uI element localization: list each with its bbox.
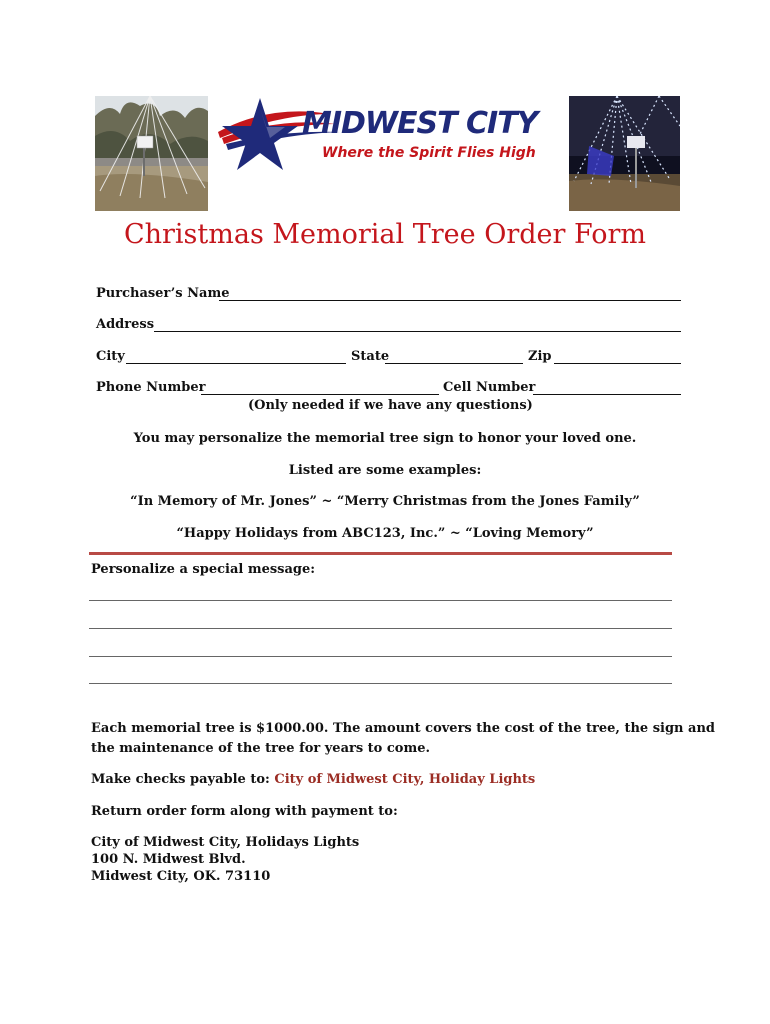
examples-label: Listed are some examples: bbox=[288, 463, 482, 478]
cost-text bbox=[91, 719, 715, 759]
state-field[interactable] bbox=[385, 363, 523, 364]
midwest-city-logo bbox=[210, 92, 558, 174]
state-label: State bbox=[351, 349, 390, 364]
message-line-3[interactable] bbox=[89, 656, 672, 657]
address-line-3: Midwest City, OK. 73110 bbox=[91, 869, 271, 884]
message-line-2[interactable] bbox=[89, 628, 672, 629]
cost-line-2: the maintenance of the tree for years to come. bbox=[91, 741, 431, 756]
message-line-4[interactable] bbox=[89, 683, 672, 684]
page-title: Christmas Memorial Tree Order Form bbox=[123, 219, 647, 250]
cell-field[interactable] bbox=[533, 394, 681, 395]
example-line-1: “In Memory of Mr. Jones” ~ “Merry Christmas from the Jones Family” bbox=[130, 494, 640, 509]
purchaser-name-label: Purchaser’s Name bbox=[96, 286, 230, 301]
address-line-1: City of Midwest City, Holidays Lights bbox=[91, 835, 360, 850]
address-field[interactable] bbox=[154, 331, 681, 332]
left-tree-photo bbox=[95, 96, 208, 211]
zip-field[interactable] bbox=[554, 363, 681, 364]
logo-name: MIDWEST CITY bbox=[302, 106, 538, 141]
cell-label: Cell Number bbox=[443, 380, 536, 395]
message-line-1[interactable] bbox=[89, 600, 672, 601]
cost-line-1: Each memorial tree is $1000.00. The amount covers the cost of the tree, the sign and bbox=[91, 721, 715, 736]
phone-label: Phone Number bbox=[96, 380, 206, 395]
phone-note: (Only needed if we have any questions) bbox=[248, 398, 533, 413]
right-tree-photo bbox=[569, 96, 680, 211]
purchaser-name-field[interactable] bbox=[219, 300, 681, 301]
checks-payee: City of Midwest City, Holiday Lights bbox=[274, 772, 536, 787]
city-field[interactable] bbox=[126, 363, 346, 364]
checks-payable bbox=[91, 770, 535, 790]
mailing-address bbox=[91, 834, 359, 885]
phone-field[interactable] bbox=[201, 394, 439, 395]
address-line-2: 100 N. Midwest Blvd. bbox=[91, 852, 246, 867]
section-divider bbox=[89, 552, 672, 555]
personalize-intro: You may personalize the memorial tree sign to honor your loved one. bbox=[133, 431, 637, 446]
checks-prefix: Make checks payable to: bbox=[91, 772, 275, 787]
city-label: City bbox=[96, 349, 125, 364]
logo-tagline: Where the Spirit Flies High bbox=[322, 145, 536, 161]
return-label: Return order form along with payment to: bbox=[91, 804, 398, 819]
example-line-2: “Happy Holidays from ABC123, Inc.” ~ “Loving Memory” bbox=[176, 526, 594, 541]
message-label: Personalize a special message: bbox=[91, 562, 316, 577]
address-label: Address bbox=[96, 317, 155, 332]
zip-label: Zip bbox=[528, 349, 552, 364]
